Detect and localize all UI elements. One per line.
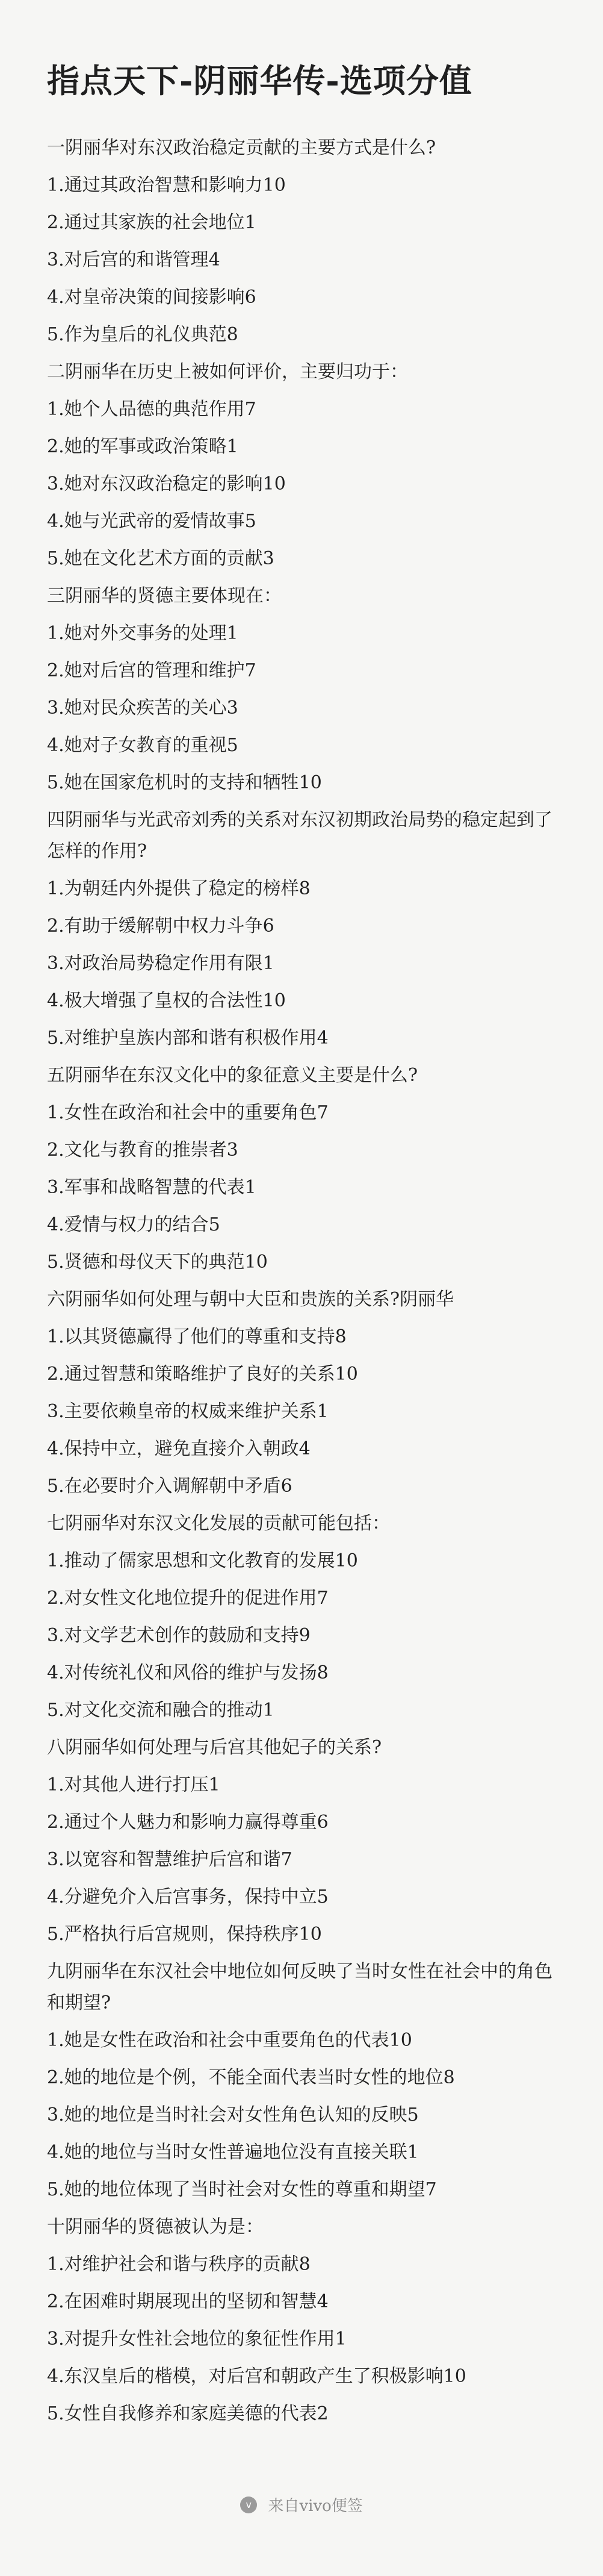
option-item: 1.以其贤德赢得了他们的尊重和支持8 [47,1326,347,1347]
option-item: 5.她在文化艺术方面的贡献3 [47,548,274,569]
question-text: 五阴丽华在东汉文化中的象征意义主要是什么? [47,1065,418,1086]
option-item: 2.通过智慧和策略维护了良好的关系10 [47,1364,358,1385]
note-content [47,133,564,2436]
option-item: 2.有助于缓解朝中权力斗争6 [47,915,274,937]
option-item: 2.在困难时期展现出的坚韧和智慧4 [47,2291,329,2312]
option-item: 4.对传统礼仪和风俗的维护与发扬8 [47,1662,329,1683]
vivo-logo-icon: v [240,2496,257,2513]
option-item: 3.她对民众疾苦的关心3 [47,697,238,719]
option-item: 3.对政治局势稳定作用有限1 [47,953,274,974]
option-item: 2.她的军事或政治策略1 [47,436,238,457]
question-section [47,1732,564,1950]
question-text: 九阴丽华在东汉社会中地位如何反映了当时女性在社会中的角色和期望? [47,1961,552,2013]
option-item: 1.对其他人进行打压1 [47,1774,220,1795]
option-item: 5.她的地位体现了当时社会对女性的尊重和期望7 [47,2179,437,2200]
option-item: 4.分避免介入后宫事务，保持中立5 [47,1886,329,1907]
option-item: 5.严格执行后宫规则，保持秩序10 [47,1924,322,1945]
option-item: 2.对女性文化地位提升的促进作用7 [47,1588,329,1609]
question-section [47,2212,564,2430]
option-item: 3.对文学艺术创作的鼓励和支持9 [47,1625,311,1646]
option-item: 5.她在国家危机时的支持和牺牲10 [47,772,322,793]
option-item: 1.女性在政治和社会中的重要角色7 [47,1102,329,1123]
question-section [47,1284,564,1502]
question-section [47,133,564,351]
option-item: 2.通过其家族的社会地位1 [47,212,256,233]
option-item: 5.对文化交流和融合的推动1 [47,1700,274,1721]
option-item: 5.在必要时介入调解朝中矛盾6 [47,1476,292,1497]
option-item: 1.为朝廷内外提供了稳定的榜样8 [47,878,311,899]
option-item: 4.她与光武帝的爱情故事5 [47,511,256,532]
question-section [47,805,564,1054]
option-item: 5.贤德和母仪天下的典范10 [47,1252,268,1273]
question-section [47,357,564,575]
question-section [47,1060,564,1278]
option-item: 2.她的地位是个例，不能全面代表当时女性的地位8 [47,2067,455,2088]
option-item: 5.作为皇后的礼仪典范8 [47,324,238,345]
option-item: 4.她的地位与当时女性普遍地位没有直接关联1 [47,2142,419,2163]
option-item: 5.对维护皇族内部和谐有积极作用4 [47,1028,329,1049]
option-item: 4.爱情与权力的结合5 [47,1214,220,1235]
option-item: 2.通过个人魅力和影响力赢得尊重6 [47,1812,329,1833]
option-item: 3.以宽容和智慧维护后宫和谐7 [47,1849,292,1870]
footer-source-text: 来自vivo便签 [268,2497,363,2515]
option-item: 1.对维护社会和谐与秩序的贡献8 [47,2254,311,2275]
question-text: 四阴丽华与光武帝刘秀的关系对东汉初期政治局势的稳定起到了怎样的作用? [47,809,552,862]
question-text: 八阴丽华如何处理与后宫其他妃子的关系? [47,1737,382,1758]
option-item: 1.她是女性在政治和社会中重要角色的代表10 [47,2030,412,2051]
option-item: 1.她个人品德的典范作用7 [47,399,256,420]
footer [0,2493,603,2516]
option-item: 3.她对东汉政治稳定的影响10 [47,473,286,494]
option-item: 3.主要依赖皇帝的权威来维护关系1 [47,1401,329,1422]
option-item: 2.文化与教育的推崇者3 [47,1140,238,1161]
option-item: 4.对皇帝决策的间接影响6 [47,287,256,308]
option-item: 1.她对外交事务的处理1 [47,623,238,644]
question-text: 一阴丽华对东汉政治稳定贡献的主要方式是什么? [47,137,436,158]
option-item: 3.对后宫的和谐管理4 [47,249,220,270]
option-item: 4.保持中立，避免直接介入朝政4 [47,1438,311,1459]
question-text: 二阴丽华在历史上被如何评价，主要归功于： [47,361,408,382]
question-section [47,1508,564,1726]
option-item: 3.对提升女性社会地位的象征性作用1 [47,2328,347,2350]
question-text: 十阴丽华的贤德被认为是： [47,2216,264,2238]
page-title: 指点天下-阴丽华传-选项分值 [47,61,472,100]
question-section [47,581,564,799]
option-item: 4.极大增强了皇权的合法性10 [47,990,286,1011]
option-item: 4.她对子女教育的重视5 [47,735,238,756]
option-item: 1.通过其政治智慧和影响力10 [47,175,286,196]
option-item: 2.她对后宫的管理和维护7 [47,660,256,681]
question-text: 七阴丽华对东汉文化发展的贡献可能包括： [47,1513,390,1534]
question-text: 六阴丽华如何处理与朝中大臣和贵族的关系?阴丽华 [47,1289,454,1310]
option-item: 4.东汉皇后的楷模，对后宫和朝政产生了积极影响10 [47,2366,466,2387]
option-item: 1.推动了儒家思想和文化教育的发展10 [47,1550,358,1571]
question-section [47,1956,564,2206]
option-item: 3.她的地位是当时社会对女性角色认知的反映5 [47,2104,419,2125]
option-item: 5.女性自我修养和家庭美德的代表2 [47,2403,329,2424]
question-text: 三阴丽华的贤德主要体现在： [47,585,282,607]
option-item: 3.军事和战略智慧的代表1 [47,1177,256,1198]
